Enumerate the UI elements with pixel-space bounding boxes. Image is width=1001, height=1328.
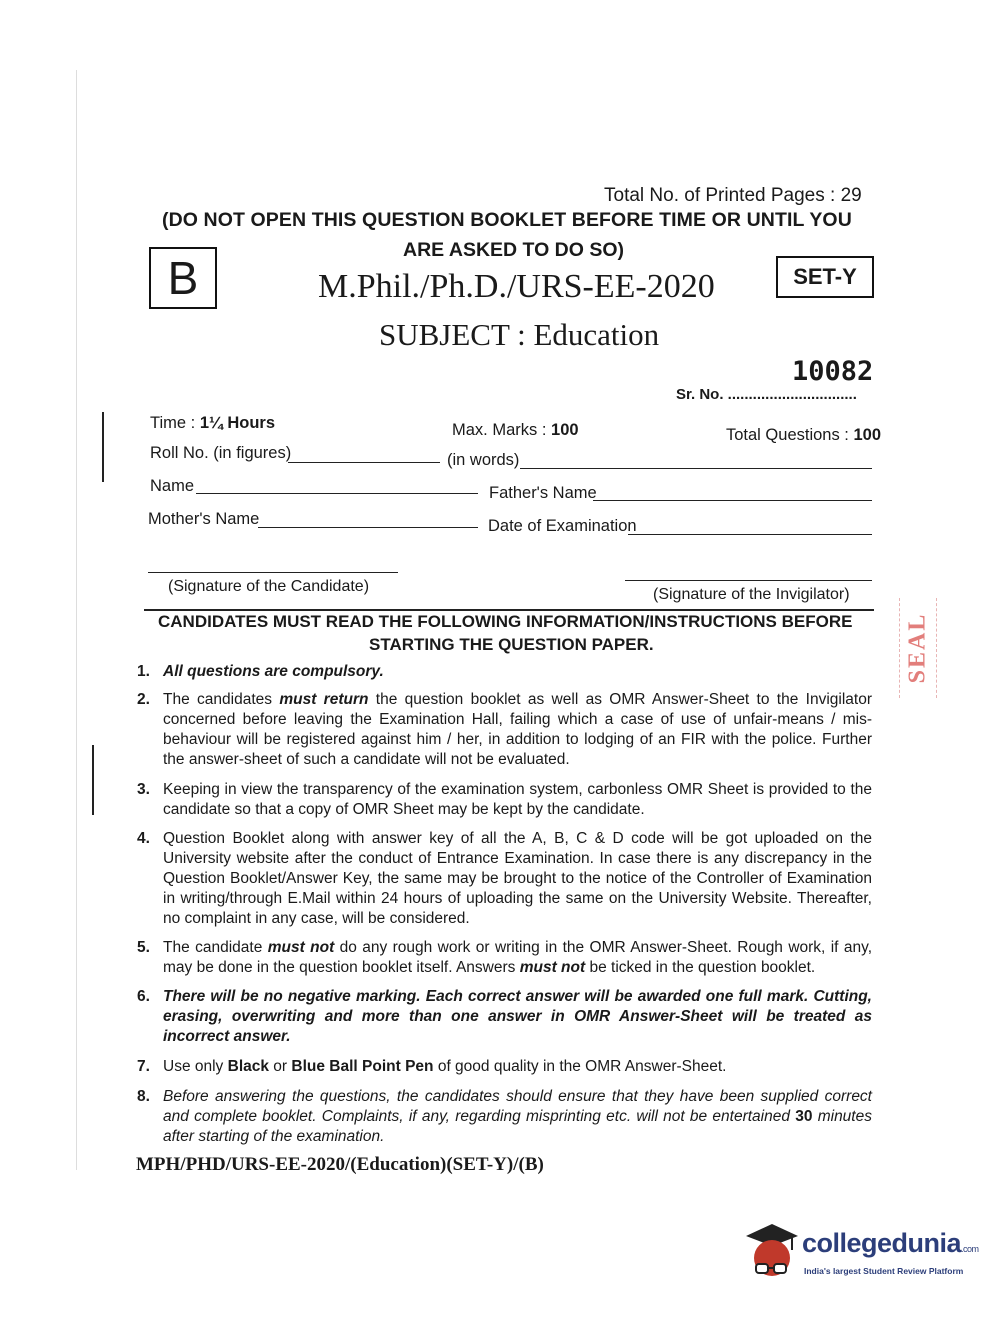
instruction-5: 5. The candidate must not do any rough work or writing in the OMR Answer-Sheet. Rough work, if any, may be done in the question booklet itself. Answers must not be ticked in the question booklet. [137, 939, 873, 976]
booklet-code-box: B [149, 247, 217, 309]
fathers-name-label: Father's Name [489, 484, 597, 502]
total-questions-field: Total Questions : 100 [726, 426, 882, 444]
roll-no-figures-label: Roll No. (in figures) [150, 444, 292, 462]
set-box: SET-Y [776, 256, 874, 298]
instructions-heading-2: STARTING THE QUESTION PAPER. [369, 635, 654, 654]
instruction-3: 3. Keeping in view the transparency of the examination system, carbonless OMR Sheet is provided to the candidate so that a copy of OMR Sheet may be kept by the candidate. [137, 781, 872, 818]
mothers-name-label: Mother's Name [148, 510, 260, 528]
instruction-7: 7. Use only Black or Blue Ball Point Pen of good quality in the OMR Answer-Sheet. [137, 1058, 727, 1075]
brand-tagline: India's largest Student Review Platform [804, 1266, 964, 1276]
section-divider [144, 609, 874, 611]
instructions-heading-1: CANDIDATES MUST READ THE FOLLOWING INFORMATION/INSTRUCTIONS BEFORE [158, 612, 853, 631]
instruction-2: 2. The candidates must return the question booklet as well as OMR Answer-Sheet to the Invigilator concerned before leaving the Examination Hall, failing which a case of use of unfair-means / mis-behaviour will be registered against him / her, in addition to lodging of an FIR with the police. Further the answer-sheet of such a candidate will not be evaluated. [137, 691, 873, 768]
margin-mark-upper [102, 412, 104, 482]
brand-name: collegedunia.com [802, 1228, 979, 1258]
notice-line-1: (DO NOT OPEN THIS QUESTION BOOKLET BEFORE TIME OR UNTIL YOU [162, 209, 852, 231]
total-pages: Total No. of Printed Pages : 29 [604, 185, 862, 206]
instruction-4: 4. Question Booklet along with answer key of all the A, B, C & D code will be got uploaded on the University website after the conduct of Entrance Examination. In case there is any discrepancy in the Question Booklet/Answer Key, the same may be brought to the notice of the Controller of Examination in writing/through E.Mail within 24 hours of uploading the same on the University Website. Thereafter, no complaint in any case, will be considered. [137, 830, 872, 927]
notice-line-2: ARE ASKED TO DO SO) [403, 239, 625, 261]
date-of-exam-label: Date of Examination [488, 517, 637, 535]
serial-number: 10082 [792, 356, 874, 387]
candidate-signature-line[interactable] [148, 572, 398, 573]
instruction-8: 8. Before answering the questions, the candidates should ensure that they have been supplied correct and complete booklet. Complaints, if any, regarding misprinting etc. will not be entertained 30 minutes after starting of the examination. [137, 1088, 872, 1145]
instruction-1: 1. All questions are compulsory. [137, 663, 384, 680]
exam-title: M.Phil./Ph.D./URS-EE-2020 [318, 268, 715, 305]
seal-area [899, 598, 937, 698]
invigilator-signature-label: (Signature of the Invigilator) [653, 586, 850, 603]
mothers-name-line[interactable] [258, 527, 478, 528]
page-edge-line [76, 70, 77, 1170]
date-of-exam-line[interactable] [628, 534, 872, 535]
instruction-6: 6. There will be no negative marking. Each correct answer will be awarded one full mark. Cutting, erasing, overwriting and more than one answer in OMR Answer-Sheet will be treated as incorrect answer. [137, 988, 872, 1045]
fathers-name-line[interactable] [593, 500, 872, 501]
seal-text: SEAL [904, 612, 931, 684]
roll-no-words-line[interactable] [520, 468, 872, 469]
subject-title: SUBJECT : Education [379, 317, 660, 352]
name-line[interactable] [196, 493, 478, 494]
sr-no-label: Sr. No. ............................... [676, 386, 857, 403]
footer-code: MPH/PHD/URS-EE-2020/(Education)(SET-Y)/(B) [136, 1154, 544, 1175]
invigilator-signature-line[interactable] [625, 580, 872, 581]
name-label: Name [150, 477, 195, 495]
max-marks-field: Max. Marks : 100 [452, 421, 579, 439]
margin-mark-lower [92, 745, 94, 815]
time-field: Time : 1¼ Hours [150, 414, 276, 432]
collegedunia-watermark [742, 1222, 979, 1284]
roll-no-figures-line[interactable] [288, 462, 440, 463]
candidate-signature-label: (Signature of the Candidate) [168, 578, 370, 595]
mascot-icon [742, 1222, 800, 1284]
roll-no-words-label: (in words) [447, 451, 520, 469]
